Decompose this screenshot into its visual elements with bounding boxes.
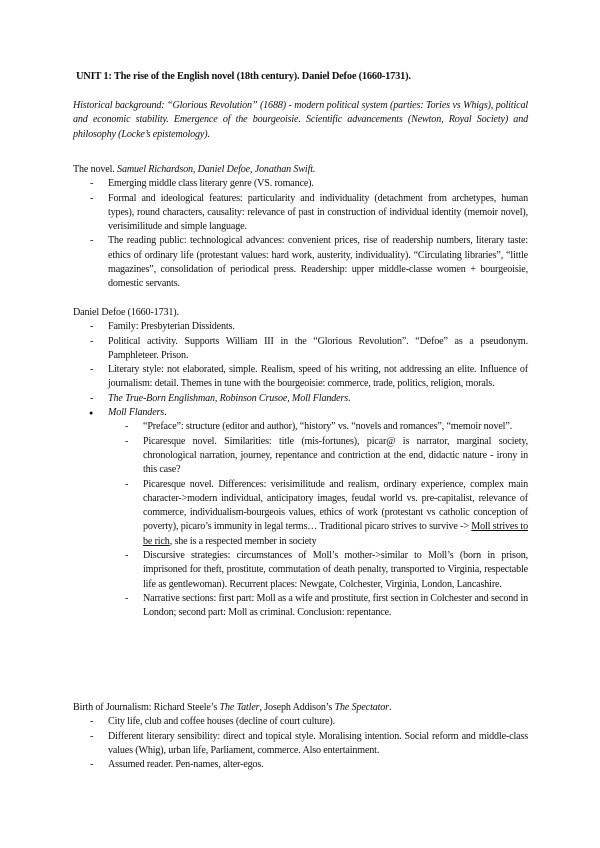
- novel-section: [73, 163, 528, 292]
- historical-background-text: Historical background: “Glorious Revolution” (1688) - modern political system (parties: Tories vs Whigs), political and economic stability. Emergence of the bourgeoisie. Scientific advancements (Newton, Royal Society) and philosophy (Locke’s epistemology).: [73, 100, 528, 140]
- moll-label-end: .: [164, 407, 167, 419]
- works-end: .: [348, 392, 351, 404]
- list-item: - Different literary sensibility: direct and topical style. Moralising intention. Social reform and middle-class values (Whig), urban life, Parliament, commerce. Also entertainment.: [73, 730, 528, 759]
- moll-flanders-item: [73, 406, 528, 420]
- differences-text: Picaresque novel. Differences: verisimilitude and realism, ordinary experience, complex main character->modern individual, anticipatory images, feudal world vs. pre-capitalist, relevance of commerce, individualism-bourgeois values, ethics of work (protestant vs catholic conception of poverty), picaro’s immunity in legal terms… Traditional picaro strives to survive ->: [143, 478, 528, 533]
- defoe-works: The True-Born Englishman, Robinson Crusoe, Moll Flanders: [108, 392, 349, 404]
- journalism-mid: , Joseph Addison’s: [259, 702, 335, 713]
- novel-list: [73, 177, 528, 291]
- list-item: - City life, club and coffee houses (decline of court culture).: [73, 715, 528, 729]
- list-item: - Formal and ideological features: particularity and individuality (detachment from archetypes, human types), round characters, causality: relevance of past in construction of individual identity (memoir novel), verisimilitude and simple language.: [73, 192, 528, 235]
- list-item: - The reading public: technological advances: convenient prices, rise of readership numbers, literary taste: ethics of ordinary life (protestant values: hard work, austerity, individuality). “Circulating libraries”, “little magazines”, consolidation of periodical press. Readership: upper middle-classe women + bourgeoisie, domestic servants.: [73, 234, 528, 291]
- novel-lead: The novel.: [73, 164, 118, 175]
- moll-strives-underlined: Moll strives to be rich: [143, 521, 528, 547]
- list-item: - Narrative sections: first part: Moll as a wife and prostitute, first section in Colchester and second in London; second part: Moll as criminal. Conclusion: repentance.: [108, 592, 528, 621]
- spectator-title: The Spectator: [334, 702, 389, 713]
- journalism-end: .: [388, 702, 392, 713]
- list-item: - “Preface”: structure (editor and author), “history” vs. “novels and romances”, “memoir novel”.: [108, 420, 528, 434]
- novel-heading: [73, 163, 528, 177]
- list-item: - Picaresque novel. Similarities: title (mis-fortunes), picar@ is narrator, marginal society, chronological narration, journey, repentance and contriction at the end, didactic nature - irony in this case?: [108, 435, 528, 478]
- list-item: [108, 478, 528, 549]
- defoe-list: [73, 320, 528, 420]
- tatler-title: The Tatler: [219, 702, 260, 713]
- list-item: - Literary style: not elaborated, simple. Realism, speed of his writing, not addressing an elite. Influence of journalism: detail. Themes in tune with the bourgeoisie: commerce, trade, politics, religion, morals.: [73, 363, 528, 392]
- journalism-heading: [73, 701, 528, 715]
- list-item: [73, 392, 528, 406]
- novel-authors: Samuel Richardson, Daniel Defoe, Jonathan Swift.: [117, 164, 316, 175]
- moll-flanders-list: [73, 420, 528, 620]
- journalism-list: [73, 715, 528, 772]
- defoe-heading: Daniel Defoe (1660-1731).: [73, 307, 179, 318]
- list-item: - Discursive strategies: circumstances of Moll’s mother->similar to Moll’s (born in prison, imprisoned for theft, prostitute, commutation of death penalty, transported to Virginia, respectable life as gentlewoman). Recurrent places: Newgate, Colchester, Virginia, London, Lancashire.: [108, 549, 528, 592]
- journalism-lead: Birth of Journalism: Richard Steele’s: [73, 702, 220, 713]
- list-item: - Emerging middle class literary genre (VS. romance).: [73, 177, 528, 191]
- defoe-section: [73, 306, 528, 621]
- moll-flanders-label: Moll Flanders: [108, 407, 165, 419]
- list-item: - Family: Presbyterian Dissidents.: [73, 320, 528, 334]
- unit-title: UNIT 1: The rise of the English novel (18th century). Daniel Defoe (1660-1731).: [76, 71, 411, 82]
- differences-text-end: , she is a respected member in society: [169, 535, 317, 547]
- journalism-section: [73, 701, 528, 772]
- list-item: - Assumed reader. Pen-names, alter-egos.: [73, 758, 528, 772]
- list-item: - Political activity. Supports William III in the “Glorious Revolution”. “Defoe” as a pseudonym. Pamphleteer. Prison.: [73, 335, 528, 364]
- historical-background-section: [73, 99, 528, 142]
